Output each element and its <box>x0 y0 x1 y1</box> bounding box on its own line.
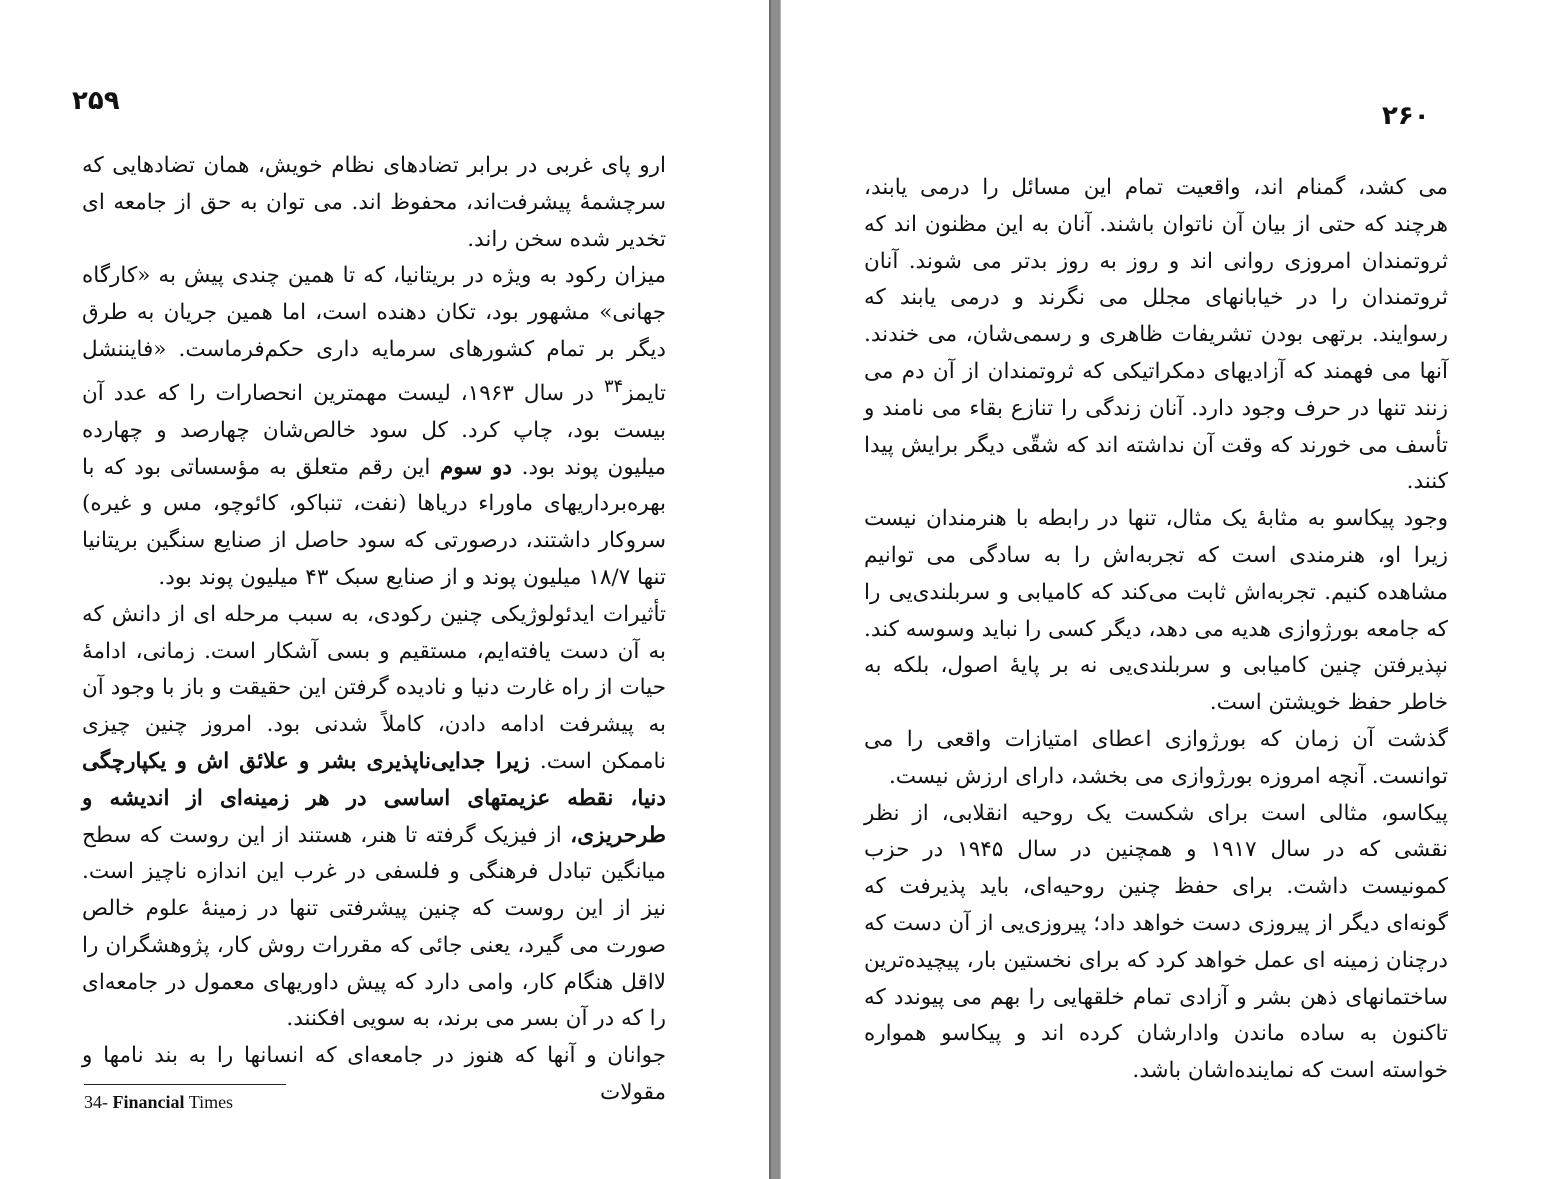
footnote-word-financial: Financial <box>112 1092 185 1112</box>
paragraph-3-part-b: از فیزیک گرفته تا هنر، هستند از این روست که سطح میانگین تبادل فرهنگی و فلسفی در غرب این اندازه ناچیز است. نیز از این روست که چنین پیشرفتی تنها در زمینهٔ علوم خالص صورت می گیرد، یعنی جائی که مقررات روش کار، پژوهشگران را لااقل هنگام کار، وامی دارد که پیش داوریهای معمول در جامعه‌ای را که در آن بسر می برند، به سویی افکنند. <box>82 822 666 1032</box>
paragraph-3-emphasis: زیرا جدایی‌ناپذیری بشر و علائق اش و یکپارچگی دنیا، نقطه عزیمتهای اساسی در هر زمینه‌ای از اندیشه و طرحریزی، <box>82 748 666 848</box>
paragraph-2 <box>82 258 666 596</box>
paragraph-2-part-c: این رقم متعلق به مؤسساتی بود که با بهره‌برداریهای ماوراء دریاها (نفت، تنباکو، کائوچو، مس و غیره) سروکار داشتند، درصورتی که سود حاصل از صنایع سنگین بریتانیا تنها ۱۸/۷ میلیون پوند و از صنایع سبک ۴۳ میلیون پوند بود. <box>82 454 666 590</box>
footnote-word-times: Times <box>188 1092 234 1112</box>
paragraph-2: وجود پیکاسو به مثابهٔ یک مثال، تنها در رابطه با هنرمندان نیست زیرا او، هنرمندی است که تجربه‌اش را به سادگی می توانیم مشاهده کنیم. تجربه‌اش ثابت می‌کند که کامیابی و سربلندی‌یی را که جامعه بورژوازی هدیه می دهد، دیگر کسی را نباید وسوسه کند. نپذیرفتن چنین کامیابی و سربلندی‌یی نه بر پایهٔ اصول، بلکه به خاطر حفظ خویشتن است. <box>864 506 1448 716</box>
paragraph-4: پیکاسو، مثالی است برای شکست یک روحیه انقلابی، از نظر نقشی که در سال ۱۹۱۷ و همچنین در سال ۱۹۴۵ در حزب کمونیست داشت. برای حفظ چنین روحیه‌ای، باید پذیرفت که گونه‌ای دیگر از پیروزی دست خواهد داد؛ پیروزی‌یی از آن دست که درچنان زمینه ای عمل خواهد کرد که برای نخستین بار، پیچیده‌ترین ساختمانهای ذهن بشر و آزادی تمام خلقهایی را بهم می پیوندد که تاکنون به ساده ماندن وادارشان کرده اند و پیکاسو همواره خواسته است که نماینده‌اشان باشد. <box>864 800 1449 1084</box>
right-page-body <box>864 170 1448 1090</box>
page-number: ۲۵۹ <box>72 86 120 116</box>
paragraph-2-emphasis: دو سوم <box>430 454 522 480</box>
paragraph-3 <box>82 597 666 1039</box>
footnote <box>84 1092 233 1113</box>
paragraph-4: جوانان و آنها که هنوز در جامعه‌ای که انسانها را به بند نامها و مقولات <box>82 1043 666 1106</box>
paragraph-2-part-b: در سال ۱۹۶۳، لیست مهمترین انحصارات را که عدد آن بیست بود، چاپ کرد. کل سود خالص‌شان چهارصد و چهارده میلیون پوند بود. <box>82 380 666 480</box>
footnote-divider <box>84 1084 286 1085</box>
paragraph-2-part-a: میزان رکود به ویژه در بریتانیا، که تا همین چندی پیش به «کارگاه جهانی» مشهور بود، تکان دهنده است، اما همین جریان به طرق دیگر بر تمام کشورهای سرمایه داری حکم‌فرماست. «فایننشل تایمز <box>82 263 666 406</box>
paragraph-1: ارو پای غربی در برابر تضادهای نظام خویش، همان تضادهایی که سرچشمهٔ پیشرفت‌اند، محفوظ اند. می توان به حق از جامعه ای تخدیر شده سخن راند. <box>82 153 666 252</box>
right-page <box>782 0 1546 1179</box>
footnote-number: 34- <box>84 1092 108 1112</box>
footnote-marker: ۳۴ <box>603 375 624 397</box>
page-number: ۲۶۰ <box>1382 101 1430 131</box>
paragraph-1: می کشد، گمنام اند، واقعیت تمام این مسائل را درمی یابند، هرچند که حتی از بیان آن ناتوان باشند. آنان به این مظنون اند که ثروتمندان امروزی روانی اند و روز به روز بدتر می شوند. آنان ثروتمندان را در خیابانهای مجلل می نگرند و درمی یابند که رسوایند. برتهی بودن تشریفات ظاهری و رسمی‌شان، می خندند. آنها می فهمند که آزادیهای دمکراتیکی که ثروتمندان از آن دم می زنند تنها در حرف وجود دارد. آنان زندگی را تنازع بقاء می نامند و تأسف می خورند که وقت آن نداشته اند که شقّی دیگر برایش پیدا کنند. <box>864 175 1448 495</box>
book-gutter <box>769 0 781 1179</box>
left-page <box>0 0 768 1179</box>
left-page-body <box>82 148 666 1112</box>
paragraph-3: گذشت آن زمان که بورژوازی اعطای امتیازات واقعی را می توانست. آنچه امروزه بورژوازی می بخشد، دارای ارزش نیست. <box>864 726 1448 789</box>
paragraph-3-part-a: تأثیرات ایدئولوژیکی چنین رکودی، به سبب مرحله ای از دانش که به آن دست یافته‌ایم، مستقیم و بسی آشکار است. زمانی، ادامهٔ حیات از راه غارت دنیا و نادیده گرفتن این حقیقت و باز با وجود آن به پیشرفت ادامه دادن، کاملاً شدنی بود. امروز چنین چیزی ناممکن است. <box>82 601 666 774</box>
